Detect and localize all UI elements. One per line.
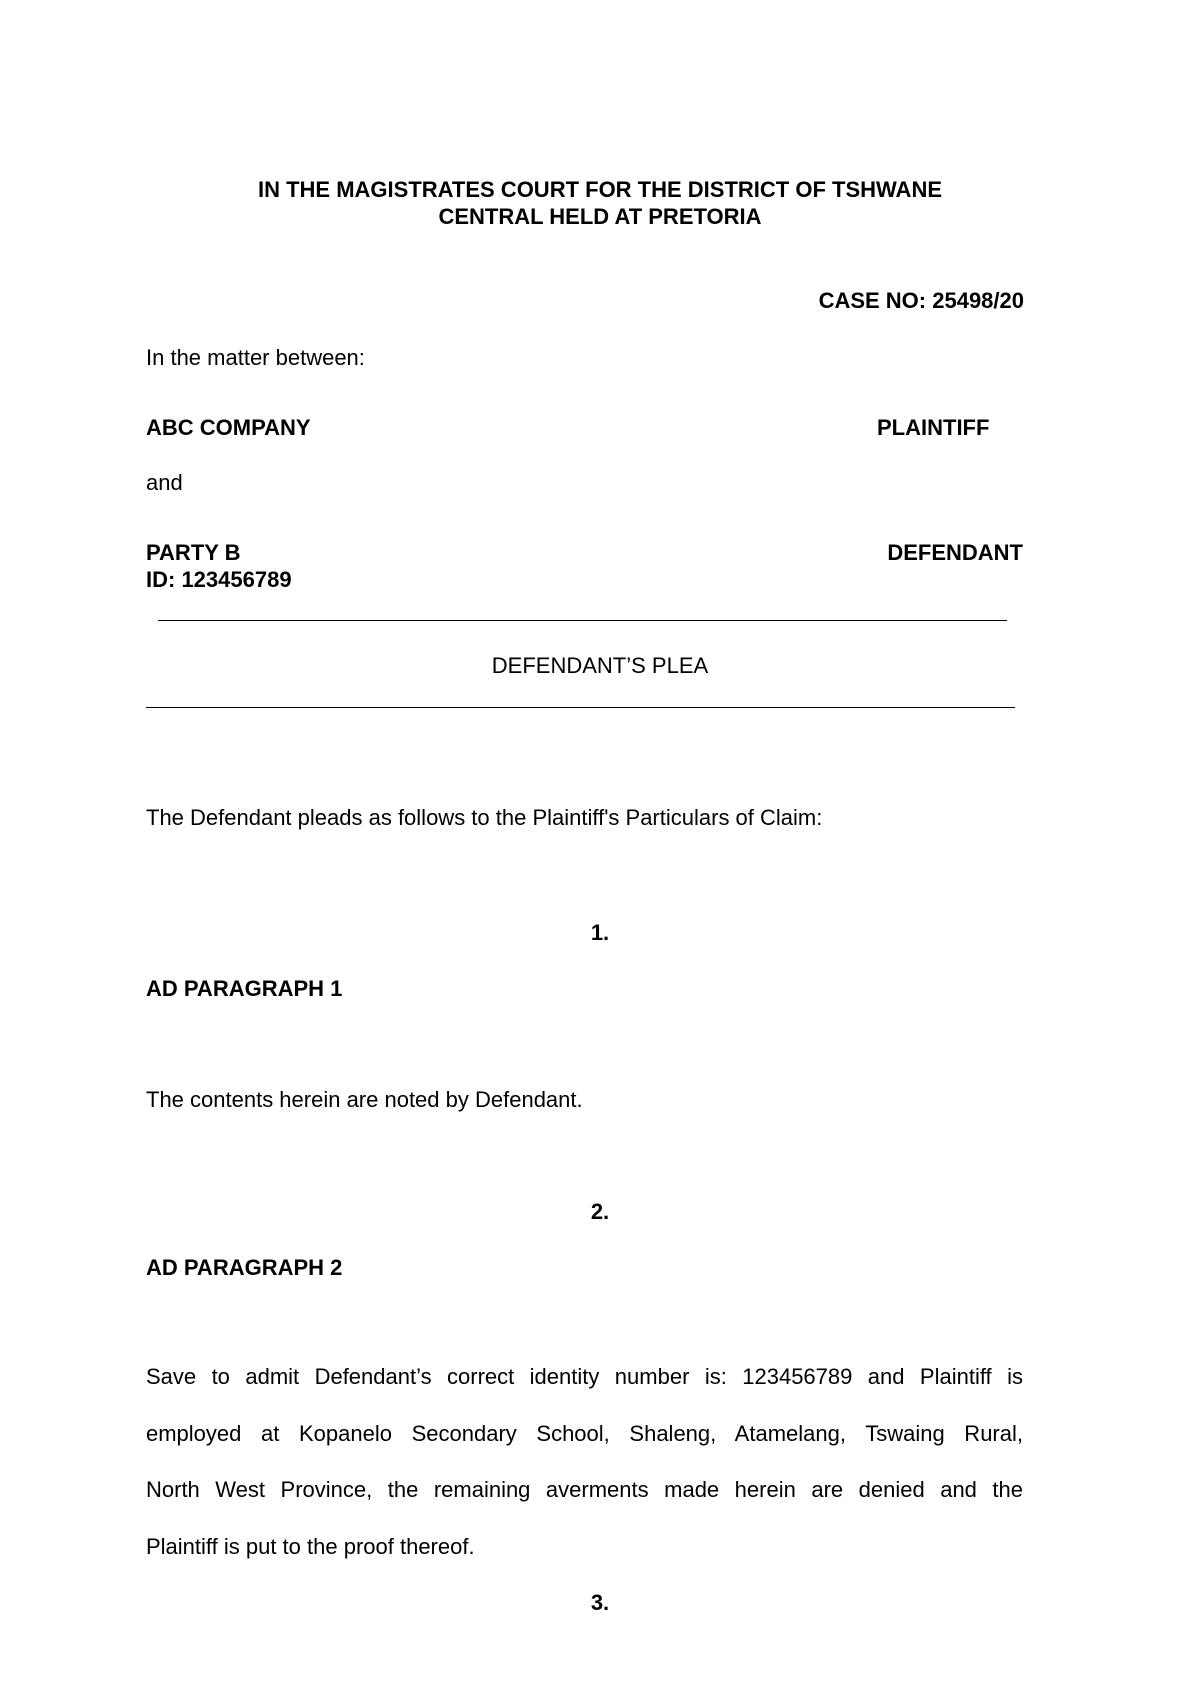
defendant-id: ID: 123456789 xyxy=(146,567,292,592)
plaintiff-name: ABC COMPANY xyxy=(146,415,311,440)
title-rule-top xyxy=(158,620,1007,621)
title-rule-bottom xyxy=(146,707,1015,708)
body-line: North West Province, the remaining averments made herein are denied and the xyxy=(146,1477,1023,1502)
section-body: The contents herein are noted by Defendant. xyxy=(146,1087,583,1112)
defendant-role: DEFENDANT xyxy=(887,540,1023,565)
document-title: DEFENDANT’S PLEA xyxy=(491,653,709,678)
matter-intro: In the matter between: xyxy=(146,345,365,370)
section-body xyxy=(146,1349,1023,1575)
court-heading-line-1: IN THE MAGISTRATES COURT FOR THE DISTRICT OF TSHWANE xyxy=(257,177,943,202)
case-number: CASE NO: 25498/20 xyxy=(818,288,1024,313)
defendant-name: PARTY B xyxy=(146,540,241,565)
section-heading: AD PARAGRAPH 1 xyxy=(146,976,343,1001)
section-number: 3. xyxy=(590,1590,610,1615)
body-line: Save to admit Defendant’s correct identity number is: 123456789 and Plaintiff is xyxy=(146,1364,1023,1389)
section-number: 2. xyxy=(590,1199,610,1224)
party-conjunction: and xyxy=(146,470,183,495)
body-line: Plaintiff is put to the proof thereof. xyxy=(146,1533,475,1559)
section-heading: AD PARAGRAPH 2 xyxy=(146,1255,343,1280)
section-number: 1. xyxy=(590,920,610,945)
opening-statement: The Defendant pleads as follows to the Plaintiff's Particulars of Claim: xyxy=(146,805,823,830)
body-line: employed at Kopanelo Secondary School, Shaleng, Atamelang, Tswaing Rural, xyxy=(146,1420,1023,1446)
plaintiff-role: PLAINTIFF xyxy=(877,415,990,440)
court-heading-line-2: CENTRAL HELD AT PRETORIA xyxy=(438,204,762,229)
